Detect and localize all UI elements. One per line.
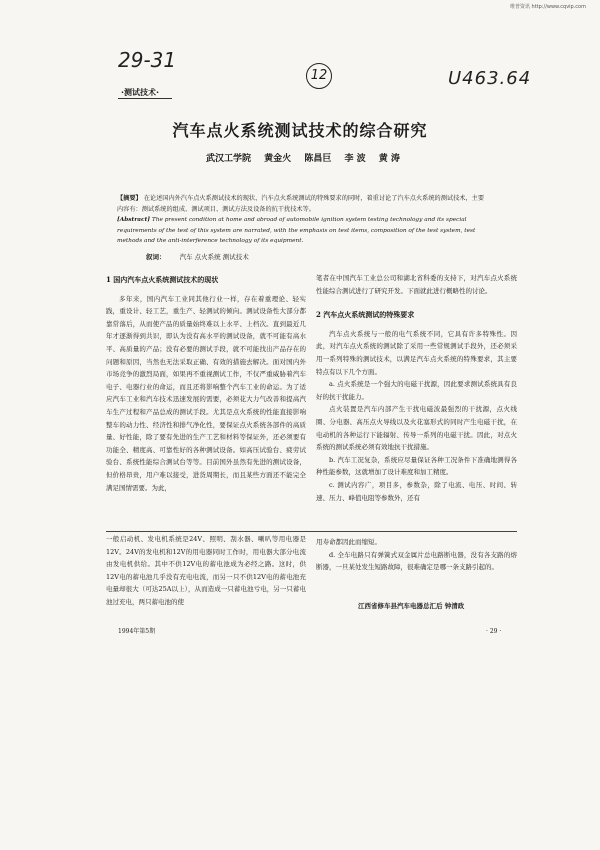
paragraph: d. 全车电路只有弹簧式双金属片总电路断电器，没有各支路的熔断器，一旦某处发生短路故障，很难确定是哪一条支路引起的。 xyxy=(316,550,517,572)
abstract-en-text: The present condition at home and abroad of automobile ignition system testing technology and its special requirements of the test of this system are narrated, with the emphasis on test items, composition of the test system, test methods and the anti-interference technology of its equipment. xyxy=(117,217,476,244)
abstract xyxy=(117,194,485,247)
paragraph: 多年来，国内汽车工业同其他行业一样，存在着重理论、轻实践，重设计、轻工艺，重生产、轻测试的倾向。测试设备性大部分都靠常落后，从而使产品的质量始终难以上水平、上档次。直到最近几年才逐渐得到共识，即认为没有高水平的测试设备，就不可能有高水平、高质量的产品；没有必要的测试手段，就不可能找出产品存在的问题和原因，当然也无法采取正确、有效的措施去解决。面对国内外市场竞争的激烈局面，如果再不重视测试工作，不仅严重威胁着汽车电子、电器行业的命运，而且还将影响整个汽车工业的命运。为了适应汽车工业和汽车技术迅速发展的需要，必须花大力气改善和提高汽车生产过程和产品总成的测试手段。尤其是点火系统的性能直接影响整车的动力性、经济性和排气净化性，要保证点火系统各部件的高质量、好性能，除了要有先进的生产工艺和材料等保证外，还必须要有功能全、精度高、可靠性好的各种测试设备。如高压试验台、疲劳试验台、系统性能综合测试台等等。目前国外虽然有先进的测试设备，但价格昂贵，用户难以接受，进货周期长，而且某些方面还不能完全满足国情需要。为此， xyxy=(106,294,306,492)
paragraph: 点火装置是汽车内部产生干扰电磁波最强烈的干扰源，点火线圈、分电器、高压点火导线以及火花塞形式的同时产生电磁干扰，在电动机的各种运行下能辐射、传导一系列的电磁干扰。因此，对点火系统的测试系统必须有效地抗干扰措施。 xyxy=(316,405,517,452)
author: 陈昌巨 xyxy=(304,154,332,164)
column-left xyxy=(106,272,306,494)
abstract-zh-label: 【摘要】 xyxy=(117,195,142,202)
handwritten-classification: U463.64 xyxy=(448,68,532,89)
keywords-label: 叙词： xyxy=(146,253,166,261)
paragraph: 笔者在中国汽车工业总公司和湖北省科委的支持下，对汽车点火系统性能综合测试进行了研究开发。下面就此进行概略性的讨论。 xyxy=(316,274,517,295)
keywords xyxy=(146,252,249,261)
section-heading: 1 国内汽车点火系统测试技术的现状 xyxy=(106,275,219,284)
section-heading: 2 汽车点火系统测试的特殊要求 xyxy=(316,310,415,320)
bottom-right-article xyxy=(316,536,517,574)
column-right xyxy=(316,272,517,504)
keywords-list: 汽车 点火系统 测试技术 xyxy=(179,253,249,261)
issue-label: 1994年第5期 xyxy=(118,628,156,635)
divider xyxy=(106,531,517,532)
page-title: 汽车点火系统测试技术的综合研究 xyxy=(172,121,428,140)
abstract-zh-text: 在论述国内外汽车点火系测试技术的现状、汽车点火系统测试的特殊要求的同时，着重讨论了汽车点火系统的测试技术，主要内容有：测试系统的组成、测试项目、测试方法及设备的抗干扰技术等。 xyxy=(117,195,485,213)
affiliation: 武汉工学院 xyxy=(206,154,252,164)
bottom-left-article: 一般启动机、发电机系统是24V、照明、刮水器、喇叭等用电器是12V。24V的发电机和12V的用电器同时工作时，用电器大部分电流由发电机供给。其中不供12V电的蓄电池成为必经之路。这时，供12V电的蓄电池几乎没有充电电流，而另一只不供12V电的蓄电池充电量却很大（可达25A以上），从而造成一只蓄电池亏电，另一只蓄电池过充电，两只蓄电池的使 xyxy=(106,535,306,606)
bottom-author: 江西省修车县汽车电器总汇后 钟清政 xyxy=(358,602,465,610)
page-number: · 29 · xyxy=(486,628,502,635)
paragraph: a. 点火系统是一个强大的电磁干扰源，因此要求测试系统具有良好的抗干扰能力。 xyxy=(316,380,517,401)
section-tag: ·测试技术· xyxy=(121,88,160,97)
author: 李 波 xyxy=(344,154,366,164)
circled-number: 12 xyxy=(306,63,332,89)
paragraph: c. 测试内容广，项目多，参数杂，除了电流、电压、时间、转速、压力、峰值电阻等参数外，还有 xyxy=(316,480,517,502)
author: 黄金火 xyxy=(264,154,292,164)
handwritten-page-range: 29-31 xyxy=(118,48,177,72)
abstract-en-label: [Abstract] xyxy=(117,217,150,223)
author-line xyxy=(206,151,410,164)
author: 黄 涛 xyxy=(378,154,400,164)
paragraph: 用寿命都因此而缩短。 xyxy=(316,538,381,546)
paragraph: 汽车点火系统与一般的电气系统不同，它具有许多特殊性。因此，对汽车点火系统的测试除了采用一些常规测试手段外，还必须采用一系列特殊的测试技术，以满足汽车点火系统的特殊要求，其主要特点有以下几个方面。 xyxy=(316,329,517,376)
divider xyxy=(118,98,172,99)
header-source: 维普资讯 http://www.cqvip.com xyxy=(509,4,586,10)
paragraph: b. 汽车工况复杂，系统应尽量保证各种工况条件下准确地测得各种性能参数，这就增加了设计难度和加工精度。 xyxy=(316,455,517,477)
